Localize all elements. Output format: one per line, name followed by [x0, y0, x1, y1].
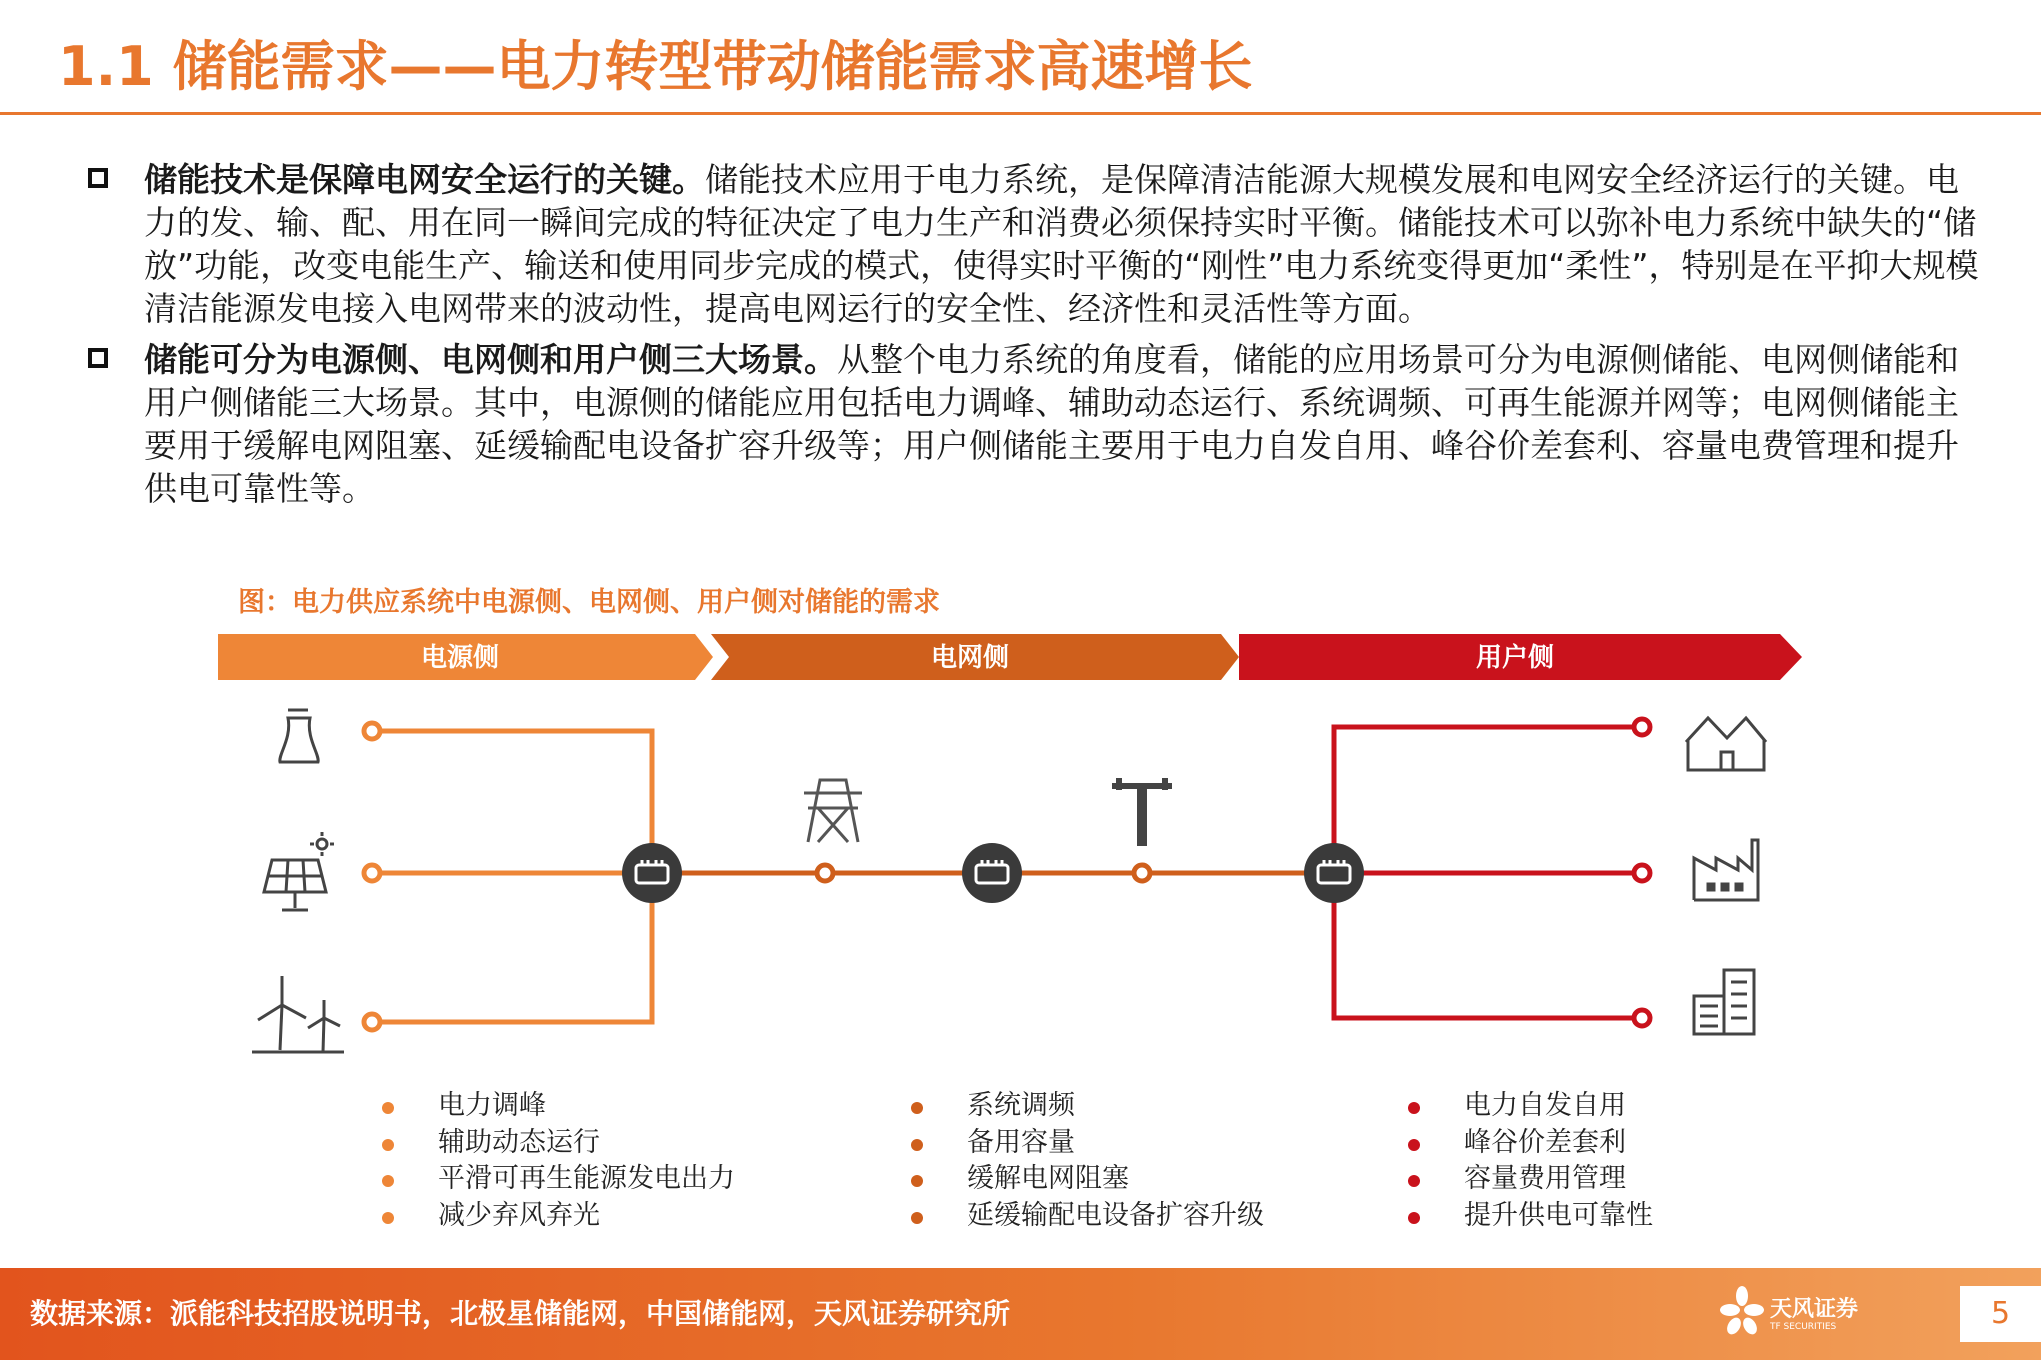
wind-turbine-icon	[252, 976, 344, 1052]
company-logo	[1718, 1284, 1878, 1344]
figure-caption: 图：电力供应系统中电源侧、电网侧、用户侧对储能的需求	[238, 587, 940, 618]
bullet-dot-icon	[1408, 1139, 1420, 1151]
list-item: 电力调峰	[382, 1088, 802, 1125]
building-icon	[1694, 970, 1754, 1034]
segment-grid-label: 电网侧	[930, 643, 1010, 673]
user-requirement-list	[1408, 1088, 1828, 1234]
bullet-dot-icon	[911, 1212, 923, 1224]
house-icon	[1686, 718, 1766, 770]
bullet-dot-icon	[1408, 1212, 1420, 1224]
bullet-dot-icon	[911, 1139, 923, 1151]
list-item: 峰谷价差套利	[1408, 1125, 1828, 1162]
battery-icon	[622, 843, 682, 903]
list-item: 容量费用管理	[1408, 1161, 1828, 1198]
transmission-tower-icon	[804, 780, 862, 842]
utility-pole-icon	[1112, 778, 1172, 846]
square-bullet-icon	[88, 168, 108, 188]
list-item: 减少弃风弃光	[382, 1198, 802, 1235]
cooling-tower-icon	[280, 710, 318, 762]
bullet-lead: 储能可分为电源侧、电网侧和用户侧三大场景。	[144, 340, 837, 379]
logo-subtitle: TF SECURITIES	[1770, 1322, 1837, 1332]
solar-panel-icon	[264, 832, 334, 910]
list-item: 延缓输配电设备扩容升级	[911, 1198, 1331, 1235]
list-item: 系统调频	[911, 1088, 1331, 1125]
page-number: 5	[1960, 1286, 2041, 1342]
source-requirement-list	[382, 1088, 802, 1234]
footer-bar	[0, 1268, 2041, 1360]
flower-logo-icon	[1718, 1284, 1766, 1340]
bullet-text: 从整个电力系统的角度看，储能的应用场景可分为电源侧储能、电网侧储能和用户侧储能三大场景。其中，电源侧的储能应用包括电力调峰、辅助动态运行、系统调频、可再生能源并网等；电网侧储能主要用于缓解电网阻塞、延缓输配电设备扩容升级等；用户侧储能主要用于电力自发自用、峰谷价差套利、容量电费管理和提升供电可靠性等。	[144, 340, 1959, 508]
bullet-dot-icon	[382, 1212, 394, 1224]
list-item: 备用容量	[911, 1125, 1331, 1162]
list-item: 提升供电可靠性	[1408, 1198, 1828, 1235]
bullet-dot-icon	[911, 1102, 923, 1114]
factory-icon	[1694, 840, 1758, 900]
power-system-diagram	[0, 620, 2041, 1080]
battery-icon	[1304, 843, 1364, 903]
user-connection-lines	[1334, 727, 1642, 1018]
bullet-dot-icon	[382, 1139, 394, 1151]
grid-requirement-list	[911, 1088, 1331, 1234]
data-source: 数据来源：派能科技招股说明书，北极星储能网，中国储能网，天风证券研究所	[30, 1297, 1011, 1330]
list-item: 辅助动态运行	[382, 1125, 802, 1162]
page-title: 1.1 储能需求——电力转型带动储能需求高速增长	[58, 35, 1253, 98]
segment-source-label: 电源侧	[420, 643, 500, 673]
bullet-list	[88, 158, 1988, 518]
list-item: 平滑可再生能源发电出力	[382, 1161, 802, 1198]
segment-user-label: 用户侧	[1475, 643, 1555, 673]
bullet-lead: 储能技术是保障电网安全运行的关键。	[144, 160, 705, 199]
list-item: 电力自发自用	[1408, 1088, 1828, 1125]
battery-icon	[962, 843, 1022, 903]
bullet-text: 储能技术应用于电力系统，是保障清洁能源大规模发展和电网安全经济运行的关键。电力的发、输、配、用在同一瞬间完成的特征决定了电力生产和消费必须保持实时平衡。储能技术可以弥补电力系统中缺失的“储放”功能，改变电能生产、输送和使用同步完成的模式，使得实时平衡的“刚性”电力系统变得更加“柔性”，特别是在平抑大规模清洁能源发电接入电网带来的波动性，提高电网运行的安全性、经济性和灵活性等方面。	[144, 160, 1979, 328]
user-endpoints	[1634, 719, 1650, 1026]
bullet-item-2	[88, 338, 1988, 510]
source-endpoints	[364, 723, 380, 1030]
bullet-dot-icon	[1408, 1102, 1420, 1114]
bullet-item-1	[88, 158, 1988, 330]
bullet-dot-icon	[911, 1175, 923, 1187]
title-divider	[0, 112, 2041, 115]
logo-name: 天风证券	[1770, 1297, 1859, 1322]
bullet-dot-icon	[1408, 1175, 1420, 1187]
source-connection-lines	[372, 731, 652, 1022]
bullet-dot-icon	[382, 1175, 394, 1187]
bullet-dot-icon	[382, 1102, 394, 1114]
list-item: 缓解电网阻塞	[911, 1161, 1331, 1198]
square-bullet-icon	[88, 348, 108, 368]
